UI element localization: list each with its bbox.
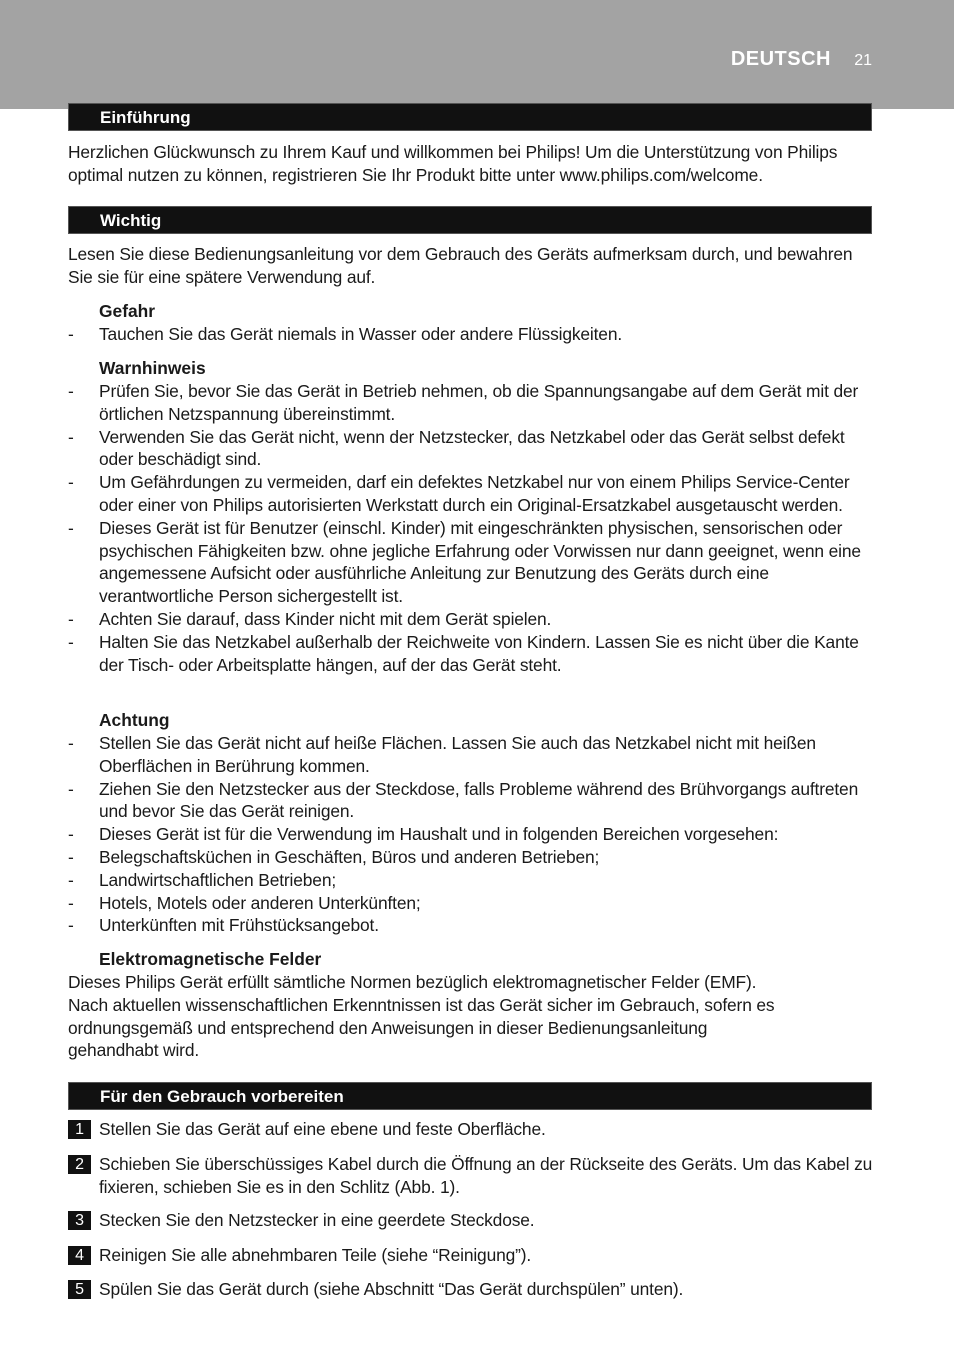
caution-heading: Achtung — [99, 710, 170, 730]
section-header-important: Wichtig — [68, 206, 872, 234]
danger-list — [68, 323, 874, 346]
list-item: - Verwenden Sie das Gerät nicht, wenn der Netzstecker, das Netzkabel oder das Gerät selbst defekt oder beschädigt sind. — [68, 426, 845, 470]
step-item — [68, 1244, 874, 1267]
emf-heading: Elektromagnetische Felder — [99, 949, 322, 969]
list-item: - Belegschaftsküchen in Geschäften, Büros und anderen Betrieben; — [68, 846, 600, 867]
section-header-prepare: Für den Gebrauch vorbereiten — [68, 1082, 872, 1110]
step-number: 2 — [68, 1155, 91, 1174]
intro-text: Herzlichen Glückwunsch zu Ihrem Kauf und willkommen bei Philips! Um die Unterstützung von Philips optimal nutzen zu können, registrieren Sie Ihr Produkt bitte unter www.philips.com/welcome. — [68, 142, 838, 185]
step-item — [68, 1153, 874, 1199]
step-text: Spülen Sie das Gerät durch (siehe Abschnitt “Das Gerät durchspülen” unten). — [99, 1279, 684, 1299]
step-item — [68, 1118, 874, 1141]
warning-heading: Warnhinweis — [99, 358, 206, 378]
step-text: Schieben Sie überschüssiges Kabel durch die Öffnung an der Rückseite des Geräts. Um das Kabel zu fixieren, schieben Sie es in den Schlitz (Abb. 1). — [99, 1154, 873, 1197]
important-text: Lesen Sie diese Bedienungsanleitung vor dem Gebrauch des Geräts aufmerksam durch, und bewahren Sie sie für eine spätere Verwendung auf. — [68, 244, 853, 287]
language-label: DEUTSCH — [730, 48, 831, 70]
step-text: Reinigen Sie alle abnehmbaren Teile (siehe “Reinigung”). — [99, 1245, 532, 1265]
step-number: 5 — [68, 1280, 91, 1299]
step-number: 3 — [68, 1211, 91, 1230]
list-item: - Prüfen Sie, bevor Sie das Gerät in Betrieb nehmen, ob die Spannungsangabe auf dem Gerät mit der örtlichen Netzspannung übereinstimmt. — [68, 381, 859, 424]
step-item — [68, 1278, 874, 1301]
list-item: - Um Gefährdungen zu vermeiden, darf ein defektes Netzkabel nur von einem Philips Service-Center oder einer von Philips autorisierten Werkstatt durch ein Original-Ersatzkabel ausgetauscht werden. — [68, 472, 850, 515]
header-bar — [0, 0, 954, 109]
danger-heading: Gefahr — [99, 301, 156, 321]
list-item: - Hotels, Motels oder anderen Unterkünften; — [68, 892, 421, 913]
emf-text: Dieses Philips Gerät erfüllt sämtliche Normen bezüglich elektromagnetischer Felder (EMF). Nach aktuellen wissenschaftlichen Erkenntnissen ist das Gerät sicher im Gebrauch, sofern es ordnungsgemäß und entsprechend den Anweisungen in dieser Bedienungsanleitung gehandhabt wird. — [68, 972, 775, 1061]
list-item: - Achten Sie darauf, dass Kinder nicht mit dem Gerät spielen. — [68, 608, 552, 629]
step-number: 4 — [68, 1246, 91, 1265]
list-item: - Halten Sie das Netzkabel außerhalb der Reichweite von Kindern. Lassen Sie es nicht über die Kante der Tisch- oder Arbeitsplatte hängen, auf der das Gerät steht. — [68, 631, 859, 675]
warning-list — [68, 380, 874, 676]
caution-list — [68, 732, 874, 937]
list-item: - Stellen Sie das Gerät nicht auf heiße Flächen. Lassen Sie auch das Netzkabel nicht mit heißen Oberflächen in Berührung kommen. — [68, 733, 816, 776]
list-item: - Dieses Gerät ist für die Verwendung im Haushalt und in folgenden Bereichen vorgesehen: — [68, 824, 779, 845]
list-item: - Unterkünften mit Frühstücksangebot. — [68, 915, 379, 936]
list-item: - Tauchen Sie das Gerät niemals in Wasser oder andere Flüssigkeiten. — [68, 324, 623, 344]
list-item: - Landwirtschaftlichen Betrieben; — [68, 869, 337, 890]
section-header-intro: Einführung — [68, 103, 872, 131]
step-item — [68, 1209, 874, 1232]
step-text: Stellen Sie das Gerät auf eine ebene und feste Oberfläche. — [99, 1119, 546, 1139]
list-item: - Ziehen Sie den Netzstecker aus der Steckdose, falls Probleme während des Brühvorgangs auftreten und bevor Sie das Gerät reinigen. — [68, 778, 859, 822]
page-number: 21 — [854, 52, 872, 69]
step-text: Stecken Sie den Netzstecker in eine geerdete Steckdose. — [99, 1210, 535, 1230]
step-number: 1 — [68, 1120, 91, 1139]
list-item: - Dieses Gerät ist für Benutzer (einschl. Kinder) mit eingeschränkten physischen, sensorischen oder psychischen Fähigkeiten bzw. ohne jegliche Erfahrung oder Vorwissen nur dann geeignet, wenn eine angemessene Aufsicht oder ausführliche Anleitung zur Benutzung des Geräts durch eine verantwortliche Person sichergestellt ist. — [68, 517, 861, 607]
